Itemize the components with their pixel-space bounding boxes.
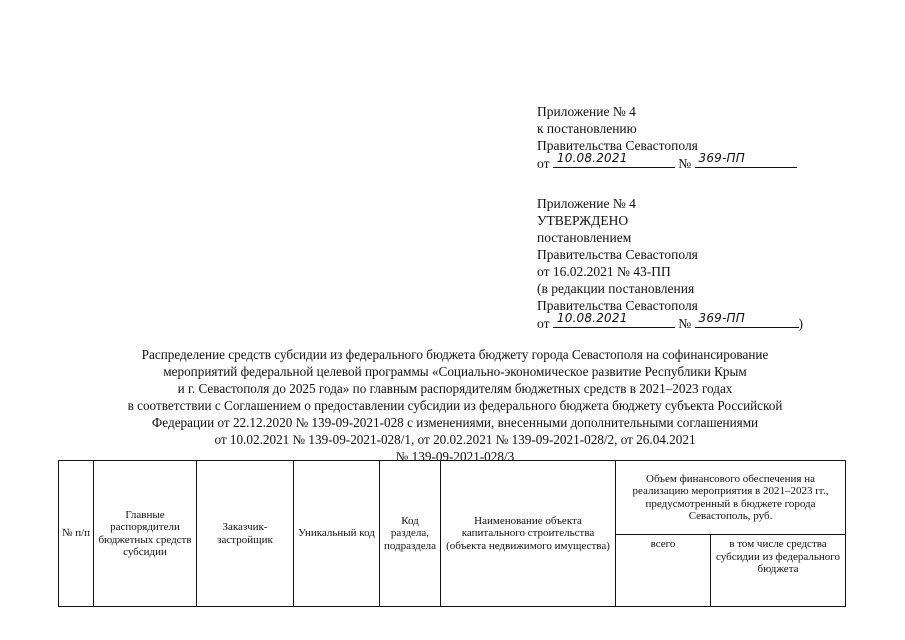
appendix-original-line6: (в редакции постановления xyxy=(537,281,695,296)
date-line xyxy=(553,151,675,168)
appendix-original-line1: Приложение № 4 xyxy=(537,196,636,211)
header-col-volume: Объем финансового обеспечения на реализацию мероприятия в 2021–2023 гг., предусмотренный в бюджете города Севастополь, руб. xyxy=(616,461,846,535)
header-col-including-subsidy: в том числе средства субсидии из федерального бюджета xyxy=(711,535,846,607)
title-line: и г. Севастополя до 2025 года» по главным распорядителям бюджетных средств в 2021–2023 годах xyxy=(177,381,733,396)
header-col-unique-code: Уникальный код xyxy=(294,461,380,607)
appendix-current-signature-line xyxy=(537,151,797,172)
title-line: Распределение средств субсидии из федерального бюджета бюджету города Севастополя на софинансирование xyxy=(141,347,769,362)
appendix-original-line3: постановлением xyxy=(537,230,632,245)
handwritten-number: 369-ПП xyxy=(698,311,745,325)
appendix-current-line1: Приложение № 4 xyxy=(537,104,636,119)
from-label: от xyxy=(537,316,550,331)
title-line: мероприятий федеральной целевой программы «Социально-экономическое развитие Республики Крым xyxy=(163,364,747,379)
header-col-total: всего xyxy=(616,535,711,607)
date-line xyxy=(553,311,675,328)
appendix-original-line5: от 16.02.2021 № 43-ПП xyxy=(537,264,671,279)
title-line: Федерации от 22.12.2020 № 139-09-2021-028 с изменениями, внесенными дополнительными соглашениями xyxy=(151,415,759,430)
number-label: № xyxy=(678,316,692,331)
appendix-current-block xyxy=(537,103,797,172)
number-label: № xyxy=(678,156,692,171)
appendix-original-signature-line xyxy=(537,311,803,332)
document-title xyxy=(40,346,870,465)
number-line xyxy=(695,311,799,328)
approved-label: УТВЕРЖДЕНО xyxy=(537,213,629,228)
distribution-table xyxy=(58,460,846,607)
appendix-current-line2: к постановлению xyxy=(537,121,637,136)
title-line: в соответствии с Соглашением о предоставлении субсидии из федерального бюджета бюджету субъекта Российской xyxy=(127,398,783,413)
appendix-original-block xyxy=(537,195,803,332)
header-col-num: № п/п xyxy=(59,461,94,607)
title-line: № 139-09-2021-028/3 xyxy=(395,449,515,464)
appendix-current-line3: Правительства Севастополя xyxy=(537,138,698,153)
title-line: от 10.02.2021 № 139-09-2021-028/1, от 20.02.2021 № 139-09-2021-028/2, от 26.04.2021 xyxy=(214,432,696,447)
header-col-section-code: Код раздела, подраздела xyxy=(380,461,441,607)
handwritten-date: 10.08.2021 xyxy=(556,311,628,325)
handwritten-number: 369-ПП xyxy=(698,151,745,165)
from-label: от xyxy=(537,156,550,171)
header-col-customer: Заказчик-застройщик xyxy=(197,461,294,607)
handwritten-date: 10.08.2021 xyxy=(556,151,628,165)
header-col-object-name: Наименование объекта капитального строительства (объекта недвижимого имущества) xyxy=(441,461,616,607)
header-col-main-distributor: Главные распорядители бюджетных средств субсидии xyxy=(94,461,197,607)
closing-paren: ) xyxy=(798,316,803,331)
appendix-original-line4: Правительства Севастополя xyxy=(537,247,698,262)
appendix-original-line7: Правительства Севастополя xyxy=(537,298,698,313)
number-line xyxy=(695,151,797,168)
